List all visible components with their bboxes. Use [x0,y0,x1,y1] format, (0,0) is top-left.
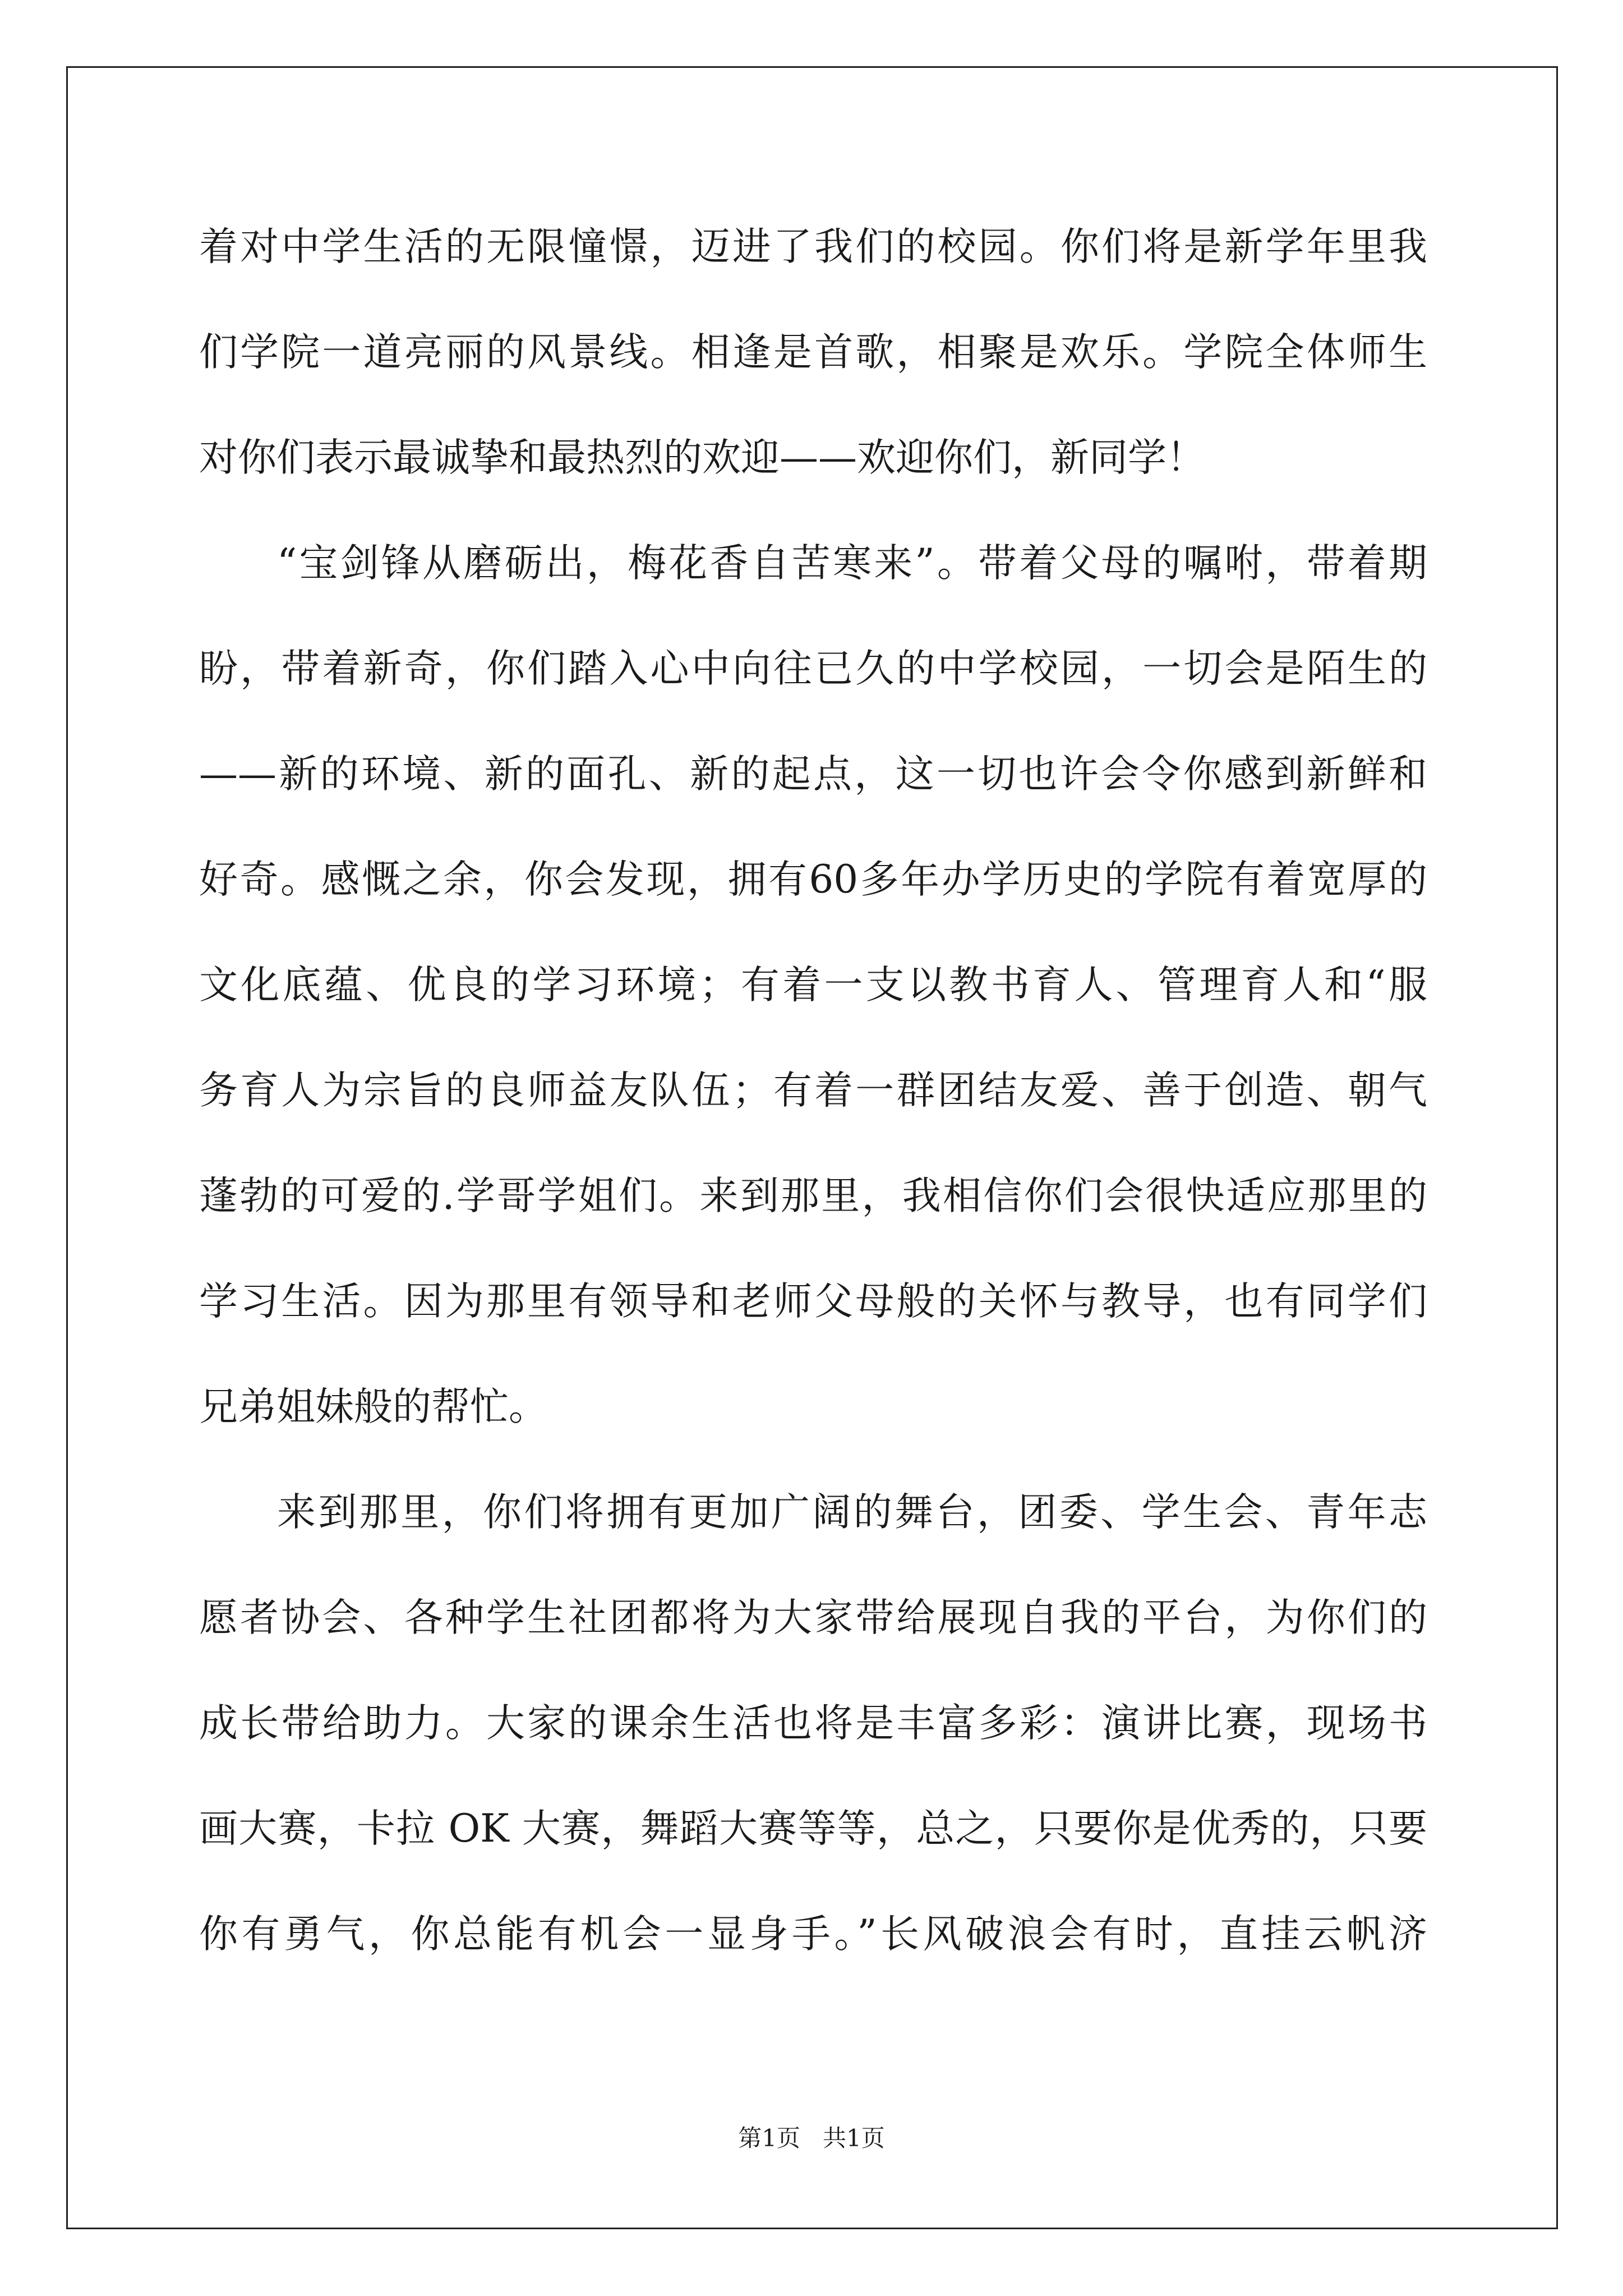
text-line: 们学院一道亮丽的风景线。相逢是首歌，相聚是欢乐。学院全体师生 [199,330,1427,375]
page-total: 共1页 [823,2124,885,2152]
text-line: 好奇。感慨之余，你会发现，拥有60多年办学历史的学院有着宽厚的 [199,857,1427,902]
text-line: 蓬勃的可爱的.学哥学姐们。来到那里，我相信你们会很快适应那里的 [199,1174,1427,1218]
document-body [199,194,1427,1987]
text-line: 学习生活。因为那里有领导和老师父母般的关怀与教导，也有同学们 [199,1279,1427,1324]
text-line: 着对中学生活的无限憧憬，迈进了我们的校园。你们将是新学年里我 [199,224,1427,269]
text-line: 兄弟姐妹般的帮忙。 [199,1384,547,1429]
text-line: 务育人为宗旨的良师益友队伍；有着一群团结友爱、善于创造、朝气 [199,1068,1427,1113]
text-line: 画大赛，卡拉 OK 大赛，舞蹈大赛等等，总之，只要你是优秀的，只要 [199,1806,1427,1851]
paragraph-start-line: “宝剑锋从磨砺出，梅花香自苦寒来”。带着父母的嘱咐，带着期 [277,541,1427,586]
page-number: 第1页 [738,2124,800,2152]
text-line: 盼，带着新奇，你们踏入心中向往已久的中学校园，一切会是陌生的 [199,646,1427,691]
page-footer [0,2122,1623,2155]
text-line: ——新的环境、新的面孔、新的起点，这一切也许会令你感到新鲜和 [199,752,1427,797]
text-line: 你有勇气，你总能有机会一显身手。”长风破浪会有时，直挂云帆济 [199,1912,1427,1957]
text-line: 对你们表示最诚挚和最热烈的欢迎——欢迎你们，新同学！ [199,435,1205,480]
text-line: 成长带给助力。大家的课余生活也将是丰富多彩：演讲比赛，现场书 [199,1701,1427,1746]
text-line: 愿者协会、各种学生社团都将为大家带给展现自我的平台，为你们的 [199,1595,1427,1640]
paragraph-start-line: 来到那里，你们将拥有更加广阔的舞台，团委、学生会、青年志 [277,1490,1427,1535]
text-line: 文化底蕴、优良的学习环境；有着一支以教书育人、管理育人和“服 [199,963,1427,1007]
